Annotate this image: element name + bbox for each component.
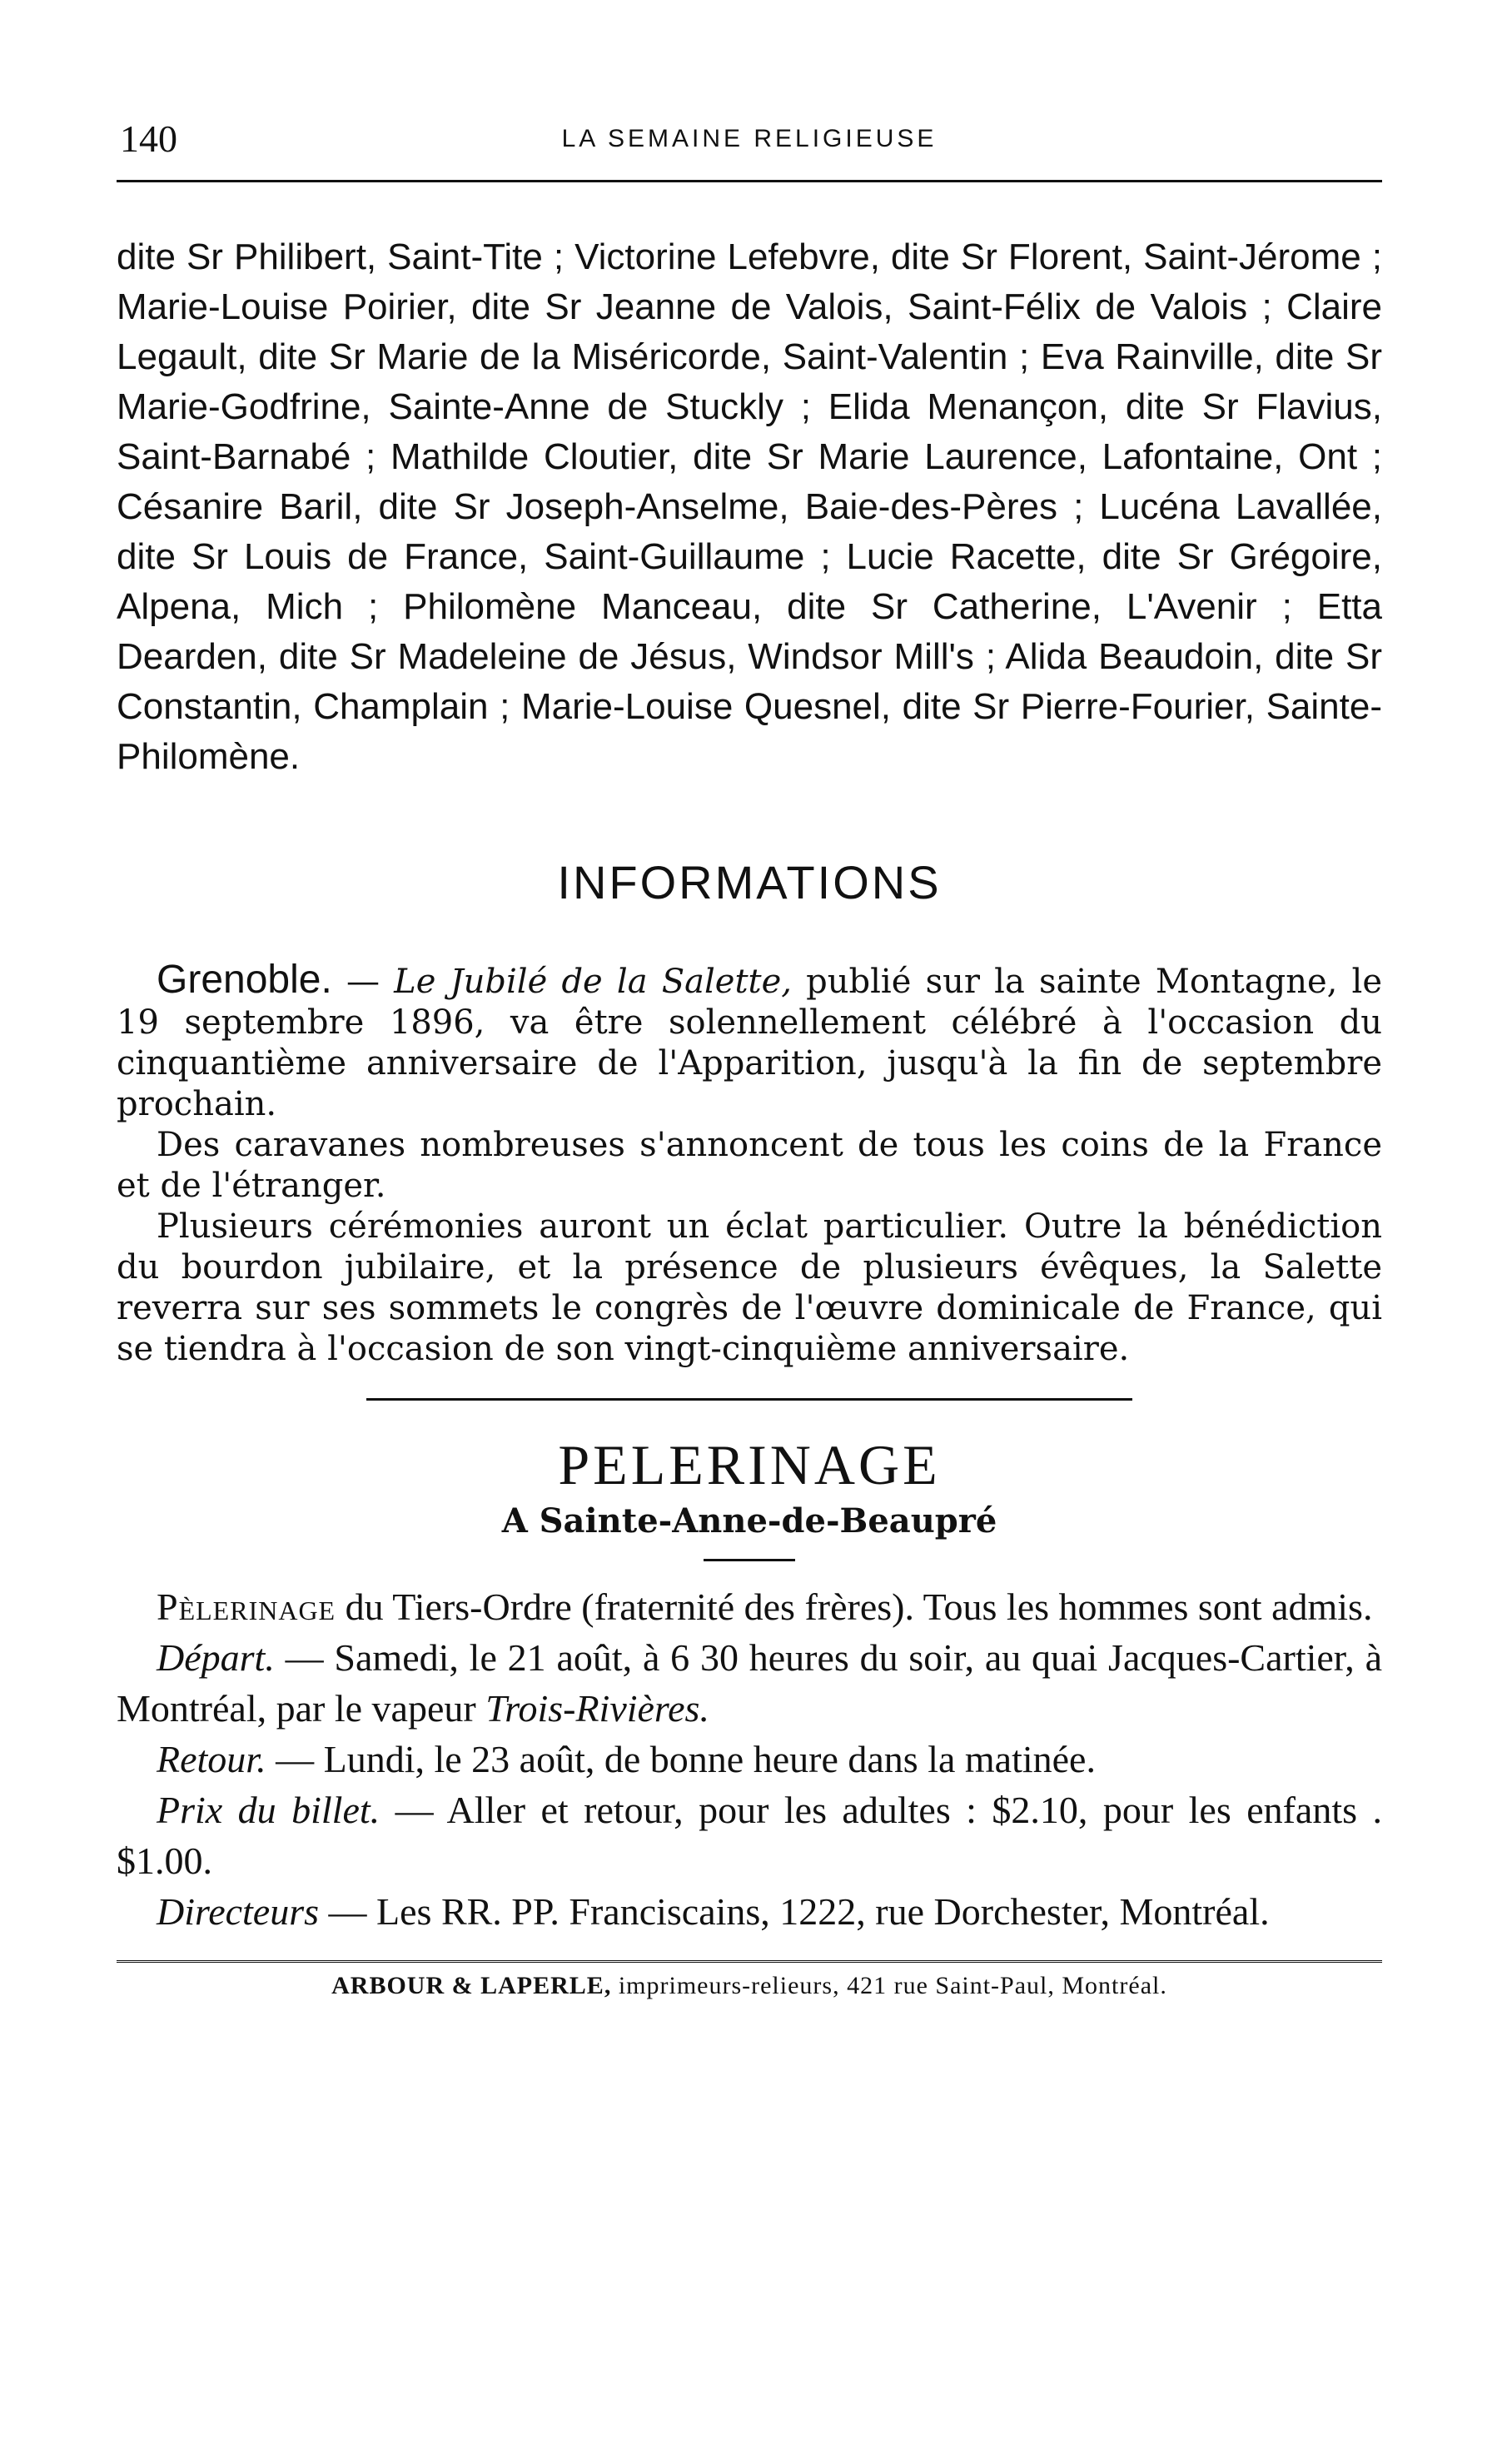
header-rule: [117, 180, 1382, 182]
pelerinage-subheading: A Sainte-Anne-de-Beaupré: [501, 1501, 997, 1541]
intro-paragraph: dite Sr Philibert, Saint-Tite ; Victorine Lefebvre, dite Sr Florent, Saint-Jérome ; Marie-Louise Poirier, dite Sr Jeanne de Valois, Saint-Félix de Valois ; Claire Legault, dite Sr Marie de la Miséricorde, Saint-Valentin ; Eva Rainville, dite Sr Marie-Godfrine, Sainte-Anne de Stuckly ; Elida Menançon, dite Sr Flavius, Saint-Barnabé ; Mathilde Cloutier, dite Sr Marie Laurence, Lafontaine, Ont ; Césanire Baril, dite Sr Joseph-Anselme, Baie-des-Pères ; Lucéna Lavallée, dite Sr Louis de France, Saint-Guillaume ; Lucie Racette, dite Sr Grégoire, Alpena, Mich ; Philomène Manceau, dite Sr Catherine, L'Avenir ; Etta Dearden, dite Sr Madeleine de Jésus, Windsor Mill's ; Alida Beaudoin, dite Sr Constantin, Champlain ; Marie-Louise Quesnel, dite Sr Pierre-Fourier, Sainte-Philomène.: [117, 236, 1382, 777]
place-name: Grenoble.: [157, 958, 332, 1002]
paragraph-text: publié sur la sainte Montagne, le 19 septembre 1896, va être solennellement célébré à l'occasion du cinquantième anniversaire de l'Apparition, jusqu'à la fin de septembre prochain.: [117, 963, 1383, 1123]
informations-paragraph-1: [117, 959, 1382, 1125]
lead-word: Pèlerinage: [157, 1585, 336, 1628]
subheading-rule: [704, 1559, 795, 1561]
informations-heading: INFORMATIONS: [557, 856, 942, 908]
informations-section: [117, 855, 1382, 1401]
dash: —: [331, 963, 395, 1001]
directeurs-label: Directeurs: [157, 1890, 320, 1933]
prix-label: Prix du billet.: [157, 1789, 380, 1831]
depart-paragraph: [117, 1632, 1382, 1734]
informations-paragraph-2: Des caravanes nombreuses s'annoncent de tous les coins de la France et de l'étranger.: [117, 1126, 1382, 1205]
retour-paragraph: [117, 1734, 1382, 1785]
printer-imprint: [117, 1972, 1382, 2000]
pelerinage-intro: [117, 1581, 1382, 1632]
footer-rule: [117, 1960, 1382, 1965]
depart-label: Départ.: [157, 1636, 275, 1679]
page: [117, 100, 1382, 2000]
boat-name: Trois-Rivières.: [485, 1687, 709, 1730]
jubilee-title: Le Jubilé de la Salette,: [394, 963, 792, 1001]
running-title: LA SEMAINE RELIGIEUSE: [561, 125, 938, 152]
printer-name: ARBOUR & LAPERLE,: [331, 1972, 612, 1999]
retour-label: Retour.: [157, 1738, 266, 1780]
informations-paragraph-3: Plusieurs cérémonies auront un éclat particulier. Outre la bénédiction du bourdon jubilaire, et la présence de plusieurs évêques, la Salette reverra sur ses sommets le congrès de l'œuvre dominicale de France, qui se tiendra à l'occasion de son vingt-cinquième anniversaire.: [117, 1207, 1382, 1368]
pelerinage-heading: PELERINAGE: [558, 1433, 941, 1496]
page-header: [117, 100, 1382, 175]
pelerinage-section: [117, 1432, 1382, 1937]
prix-text: — Aller et retour, pour les adultes : $2.10, pour les enfants . $1.00.: [117, 1789, 1382, 1882]
page-number: 140: [120, 117, 177, 160]
section-divider: [366, 1398, 1132, 1401]
depart-text: — Samedi, le 21 août, à 6 30 heures du soir, au quai Jacques-Cartier, à Montréal, par le vapeur: [117, 1636, 1382, 1730]
directeurs-paragraph: [117, 1886, 1382, 1937]
printer-address: imprimeurs-relieurs, 421 rue Saint-Paul, Montréal.: [611, 1972, 1167, 1999]
retour-text: — Lundi, le 23 août, de bonne heure dans la matinée.: [266, 1738, 1096, 1780]
prix-paragraph: [117, 1785, 1382, 1886]
intro-text: du Tiers-Ordre (fraternité des frères). Tous les hommes sont admis.: [336, 1585, 1373, 1628]
directeurs-text: — Les RR. PP. Franciscains, 1222, rue Dorchester, Montréal.: [319, 1890, 1270, 1933]
